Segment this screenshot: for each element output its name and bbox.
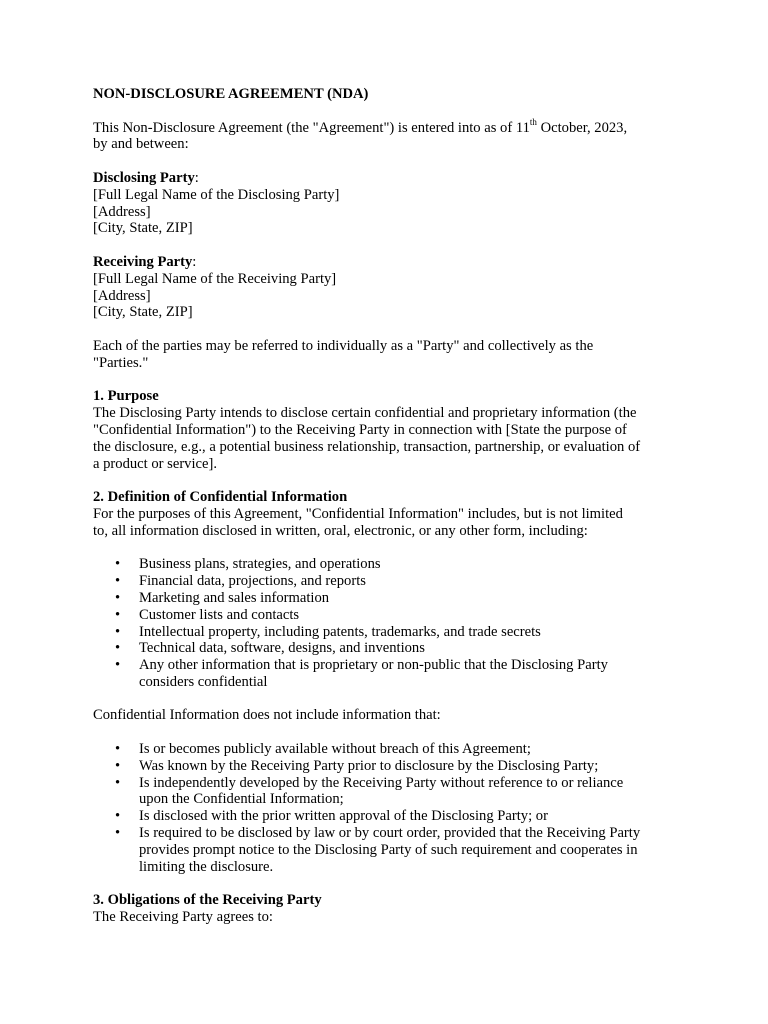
section-2-line: For the purposes of this Agreement, "Confidential Information" includes, but is not limited <box>93 505 623 522</box>
section-1-line: The Disclosing Party intends to disclose certain confidential and proprietary information (the <box>93 405 637 422</box>
list-item <box>115 741 683 758</box>
list-item-text: Customer lists and contacts <box>139 606 300 623</box>
date-ordinal-suffix: th <box>529 116 537 127</box>
list-item-text: Any other information that is proprietary or non-public that the Disclosing Party <box>139 657 608 674</box>
document-page <box>93 86 683 926</box>
section-1-line: the disclosure, e.g., a potential business relationship, transaction, partnership, or evaluation of <box>93 438 641 455</box>
bullet-icon: • <box>115 774 121 791</box>
receiving-party-heading <box>93 254 683 271</box>
list-item-text: limiting the disclosure. <box>139 858 274 875</box>
excluded-information-list <box>93 741 683 875</box>
list-item-text: Is required to be disclosed by law or by court order, provided that the Receiving Party <box>139 825 641 842</box>
list-item-text: provides prompt notice to the Disclosing Party of such requirement and cooperates in <box>139 841 638 858</box>
parties-note-line: Each of the parties may be referred to individually as a "Party" and collectively as the <box>93 337 594 354</box>
list-item-text: Is or becomes publicly available without breach of this Agreement; <box>139 741 531 758</box>
list-item-text: Is disclosed with the prior written approval of the Disclosing Party; or <box>139 808 548 825</box>
list-item <box>115 808 683 825</box>
section-1-heading: 1. Purpose <box>93 388 159 405</box>
bullet-icon: • <box>115 741 121 758</box>
intro-line-2: by and between: <box>93 136 189 153</box>
spacer <box>93 472 683 489</box>
bullet-icon: • <box>115 589 121 606</box>
list-item <box>115 589 683 607</box>
list-item-text: Financial data, projections, and reports <box>139 573 366 590</box>
spacer <box>93 103 683 120</box>
bullet-icon: • <box>115 623 121 640</box>
list-item-text: Intellectual property, including patents, trademarks, and trade secrets <box>139 623 541 640</box>
spacer <box>93 724 683 741</box>
bullet-icon: • <box>115 825 121 842</box>
bullet-icon: • <box>115 556 121 573</box>
section-2-line: to, all information disclosed in written, oral, electronic, or any other form, including: <box>93 522 588 539</box>
list-item-text: Business plans, strategies, and operations <box>139 556 381 573</box>
list-item <box>115 623 683 641</box>
receiving-party-label: Receiving Party <box>93 253 193 270</box>
section-1-line: "Confidential Information") to the Receiving Party in connection with [State the purpose of <box>93 421 627 438</box>
bullet-icon: • <box>115 606 121 623</box>
spacer <box>93 321 683 338</box>
disclosing-party-address: [Address] <box>93 203 151 220</box>
bullet-icon: • <box>115 757 121 774</box>
spacer <box>93 540 683 557</box>
list-item <box>115 573 683 590</box>
list-item <box>115 774 683 809</box>
bullet-icon: • <box>115 657 121 674</box>
section-3-line: The Receiving Party agrees to: <box>93 909 273 926</box>
disclosing-party-city: [City, State, ZIP] <box>93 220 193 237</box>
list-item-text: upon the Confidential Information; <box>139 791 344 808</box>
disclosing-party-heading <box>93 170 683 187</box>
receiving-party-colon: : <box>192 253 197 270</box>
bullet-icon: • <box>115 640 121 657</box>
spacer <box>93 153 683 170</box>
list-item <box>115 640 683 657</box>
bullet-icon: • <box>115 573 121 590</box>
list-item-text: Was known by the Receiving Party prior to disclosure by the Disclosing Party; <box>139 757 599 774</box>
included-information-list <box>93 556 683 690</box>
intro-paragraph <box>93 116 683 137</box>
document-title: NON-DISCLOSURE AGREEMENT (NDA) <box>93 86 369 102</box>
intro-date-rest: October, 2023, <box>536 119 628 136</box>
disclosing-party-name: [Full Legal Name of the Disclosing Party] <box>93 186 340 203</box>
list-item <box>115 757 683 775</box>
section-1-line: a product or service]. <box>93 455 217 472</box>
list-item-text: considers confidential <box>139 673 268 690</box>
receiving-party-city: [City, State, ZIP] <box>93 304 193 321</box>
exclusions-intro: Confidential Information does not include information that: <box>93 707 441 724</box>
disclosing-party-label: Disclosing Party <box>93 169 195 186</box>
list-item <box>115 606 683 624</box>
receiving-party-address: [Address] <box>93 287 151 304</box>
list-item-text: Marketing and sales information <box>139 589 330 606</box>
parties-note-line: "Parties." <box>93 354 149 371</box>
list-item-text: Is independently developed by the Receiving Party without reference to or reliance <box>139 774 624 791</box>
spacer <box>93 372 683 389</box>
intro-text: This Non-Disclosure Agreement (the "Agreement") is entered into as of 11 <box>93 119 530 136</box>
bullet-icon: • <box>115 808 121 825</box>
list-item <box>115 657 683 691</box>
disclosing-party-colon: : <box>194 169 199 186</box>
section-3-heading: 3. Obligations of the Receiving Party <box>93 892 322 909</box>
list-item-text: Technical data, software, designs, and inventions <box>139 640 425 657</box>
spacer <box>93 237 683 254</box>
spacer <box>93 875 683 892</box>
receiving-party-name: [Full Legal Name of the Receiving Party] <box>93 270 337 287</box>
section-2-heading: 2. Definition of Confidential Information <box>93 489 348 506</box>
list-item <box>115 825 683 875</box>
spacer <box>93 691 683 708</box>
list-item <box>115 556 683 573</box>
